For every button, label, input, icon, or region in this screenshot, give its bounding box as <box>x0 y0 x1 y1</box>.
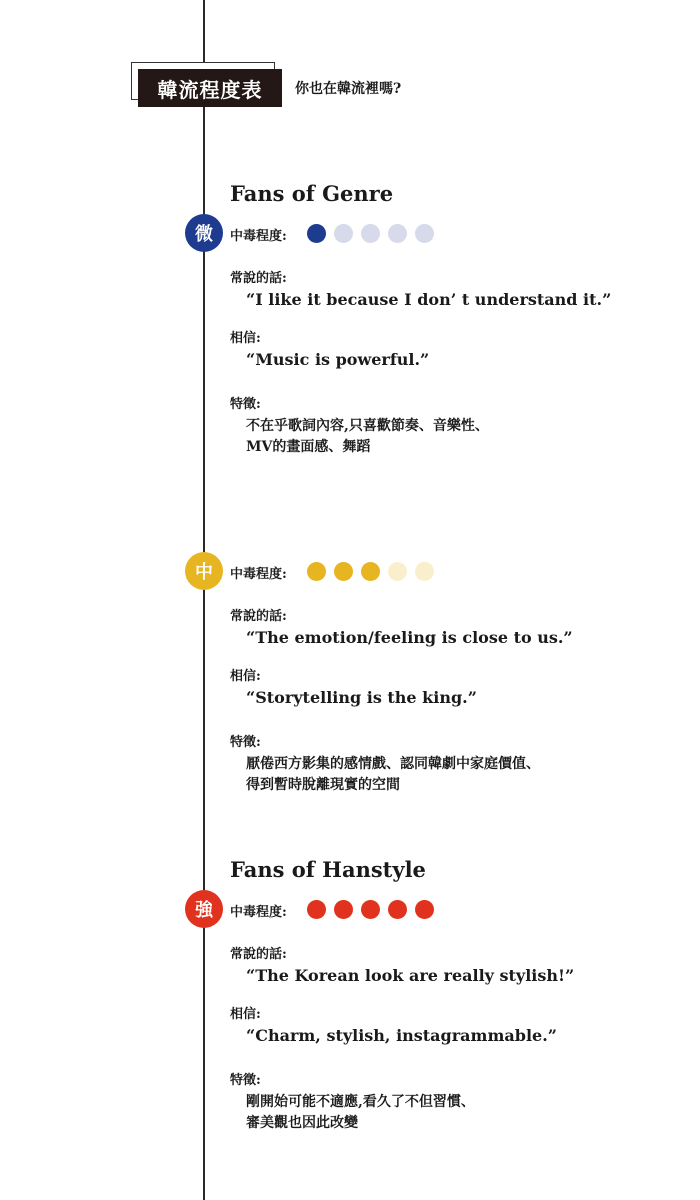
meter-dot-filled <box>307 900 326 919</box>
meter-dot-empty <box>361 224 380 243</box>
level-badge-strong: 強 <box>185 890 223 928</box>
meter-dot-filled <box>388 900 407 919</box>
saying-label: 常說的話: <box>230 271 287 286</box>
addiction-meter <box>307 562 434 581</box>
meter-dot-filled <box>307 562 326 581</box>
meter-dot-filled <box>361 900 380 919</box>
saying-quote: “I like it because I don’ t understand it.” <box>246 290 612 309</box>
meter-dot-empty <box>415 562 434 581</box>
belief-quote: “Music is powerful.” <box>246 350 430 369</box>
meter-dot-filled <box>361 562 380 581</box>
belief-quote: “Storytelling is the king.” <box>246 688 477 707</box>
meter-dot-empty <box>415 224 434 243</box>
belief-label: 相信: <box>230 331 261 346</box>
trait-text <box>246 1092 475 1134</box>
addiction-level-label: 中毒程度: <box>230 567 287 582</box>
timeline-line <box>203 0 205 1200</box>
addiction-meter <box>307 224 434 243</box>
fan-title: Fans of Hanstyle <box>230 857 426 882</box>
meter-dot-empty <box>388 562 407 581</box>
trait-line: 厭倦西方影集的感情戲、認同韓劇中家庭價值、 <box>246 756 540 772</box>
saying-quote: “The Korean look are really stylish!” <box>246 966 575 985</box>
page-subtitle: 你也在韓流裡嗎? <box>295 81 402 97</box>
meter-dot-empty <box>334 224 353 243</box>
saying-label: 常說的話: <box>230 609 287 624</box>
meter-dot-filled <box>334 562 353 581</box>
belief-quote: “Charm, stylish, instagrammable.” <box>246 1026 557 1045</box>
trait-label: 特徵: <box>230 735 261 750</box>
meter-dot-filled <box>307 224 326 243</box>
addiction-meter <box>307 900 434 919</box>
belief-label: 相信: <box>230 669 261 684</box>
trait-text <box>246 416 489 458</box>
trait-line: 不在乎歌詞內容,只喜歡節奏、音樂性、 <box>246 418 489 434</box>
meter-dot-filled <box>415 900 434 919</box>
trait-line: 剛開始可能不適應,看久了不但習慣、 <box>246 1094 475 1110</box>
trait-line: MV的畫面感、舞蹈 <box>246 439 371 455</box>
page-title: 韓流程度表 <box>138 69 282 107</box>
meter-dot-empty <box>388 224 407 243</box>
level-badge-medium: 中 <box>185 552 223 590</box>
addiction-level-label: 中毒程度: <box>230 229 287 244</box>
level-badge-mild: 微 <box>185 214 223 252</box>
fan-title: Fans of Genre <box>230 181 394 206</box>
meter-dot-filled <box>334 900 353 919</box>
trait-line: 審美觀也因此改變 <box>246 1115 358 1131</box>
saying-label: 常說的話: <box>230 947 287 962</box>
trait-text <box>246 754 540 796</box>
trait-line: 得到暫時脫離現實的空間 <box>246 777 400 793</box>
trait-label: 特徵: <box>230 397 261 412</box>
saying-quote: “The emotion/feeling is close to us.” <box>246 628 573 647</box>
addiction-level-label: 中毒程度: <box>230 905 287 920</box>
trait-label: 特徵: <box>230 1073 261 1088</box>
belief-label: 相信: <box>230 1007 261 1022</box>
